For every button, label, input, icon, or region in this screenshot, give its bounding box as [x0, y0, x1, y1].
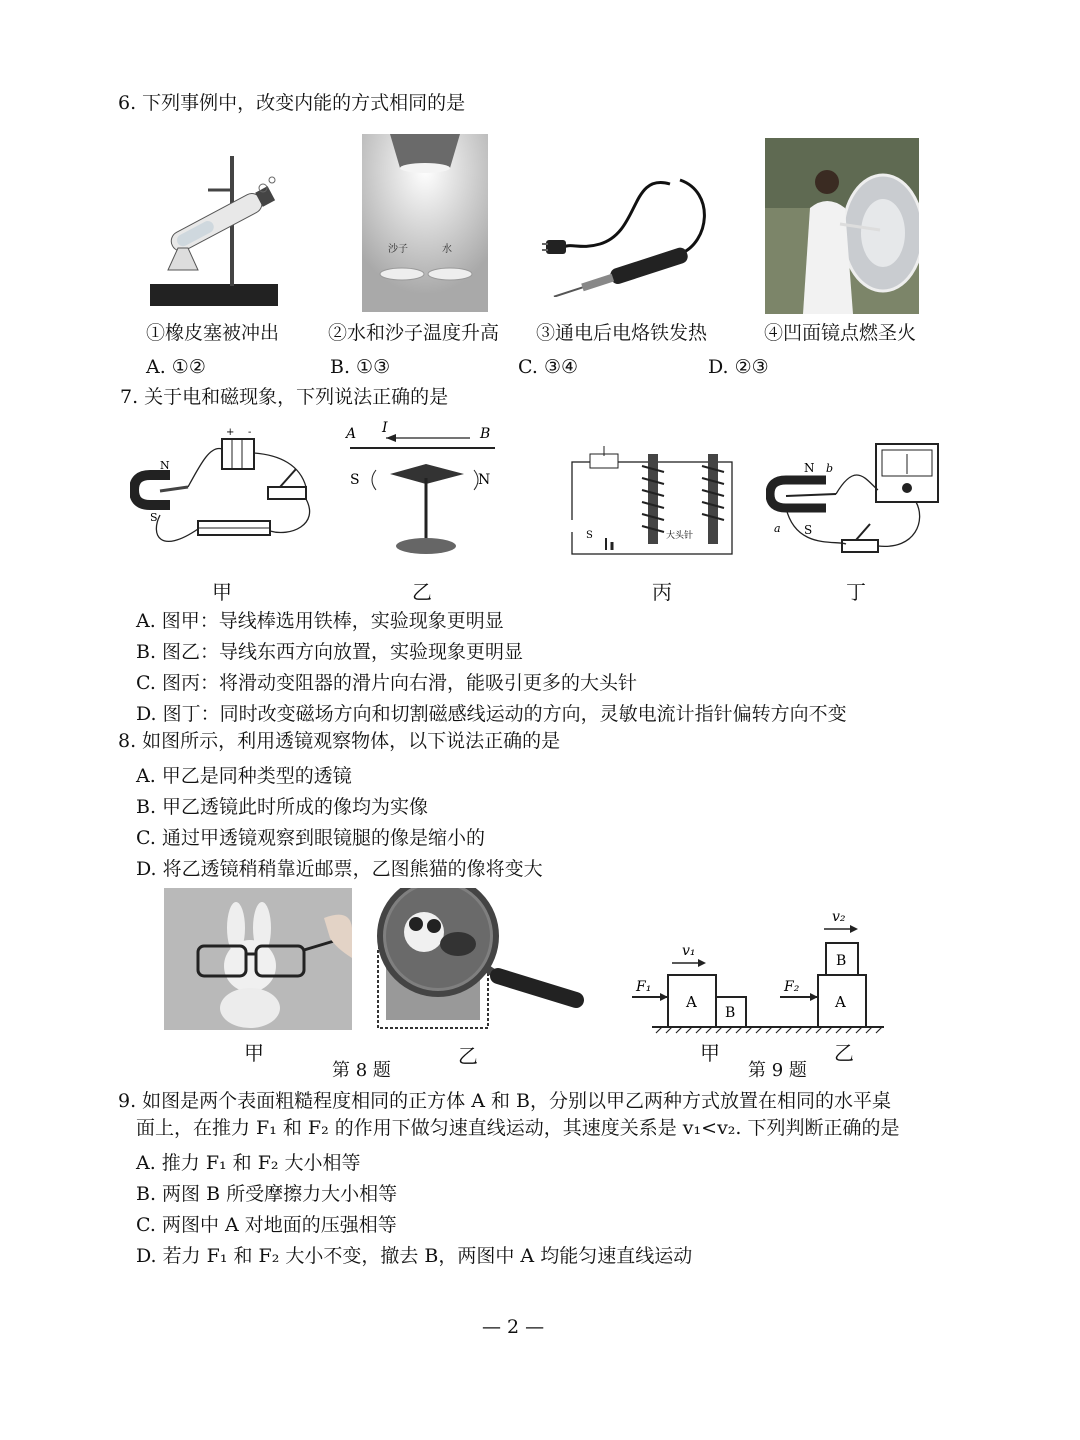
svg-text:A: A	[346, 426, 357, 442]
q6-caption-4: ④凹面镜点燃圣火	[764, 322, 917, 344]
q7-option-d: D. 图丁：同时改变磁场方向和切割磁感线运动的方向，灵敏电流计指针偏转方向不变	[136, 703, 847, 725]
q7-label-jia: 甲	[212, 580, 232, 604]
q7-label-yi: 乙	[412, 580, 432, 604]
q8-label-jia: 甲	[244, 1041, 264, 1065]
svg-text:a: a	[774, 522, 781, 535]
q9-stem-line-1: 9. 如图是两个表面粗糙程度相同的正方体 A 和 B，分别以甲乙两种方式放置在相同的水平桌	[118, 1090, 891, 1112]
svg-text:v₂: v₂	[832, 909, 846, 925]
q9-option-d: D. 若力 F₁ 和 F₂ 大小不变，撤去 B，两图中 A 均能匀速直线运动	[136, 1245, 693, 1267]
svg-text:I: I	[382, 420, 388, 436]
svg-text:B: B	[836, 953, 847, 969]
q7-figure-bing	[568, 440, 738, 560]
q8-option-a: A. 甲乙是同种类型的透镜	[136, 765, 352, 787]
soldering-iron-figure	[540, 172, 730, 297]
q8-stem: 8. 如图所示，利用透镜观察物体，以下说法正确的是	[118, 730, 561, 752]
q6-caption-1: ①橡皮塞被冲出	[146, 322, 280, 344]
glasses-bunny-photo	[164, 888, 352, 1030]
page-number: — 2 —	[482, 1316, 545, 1338]
q6-stem: 6. 下列事例中，改变内能的方式相同的是	[118, 92, 466, 114]
q6-option-b: B. ①③	[330, 356, 391, 378]
q8-label-yi: 乙	[458, 1044, 478, 1068]
svg-text:v₁: v₁	[682, 943, 696, 959]
q9-option-a: A. 推力 F₁ 和 F₂ 大小相等	[136, 1152, 361, 1174]
svg-text:F₂: F₂	[784, 979, 800, 995]
q9-label-jia: 甲	[700, 1041, 720, 1065]
lamp-water-sand-photo	[362, 134, 488, 312]
q7-option-a: A. 图甲：导线棒选用铁棒，实验现象更明显	[136, 610, 504, 632]
svg-text:N: N	[478, 472, 491, 488]
q9-label-yi: 乙	[834, 1041, 854, 1065]
svg-text:A: A	[835, 993, 846, 1011]
svg-text:B: B	[480, 426, 491, 442]
q9-figure-title: 第 9 题	[748, 1060, 807, 1081]
svg-text:S: S	[350, 472, 360, 488]
q8-option-b: B. 甲乙透镜此时所成的像均为实像	[136, 796, 429, 818]
q7-label-ding: 丁	[846, 580, 866, 604]
q9-option-b: B. 两图 B 所受摩擦力大小相等	[136, 1183, 398, 1205]
q8-option-c: C. 通过甲透镜观察到眼镜腿的像是缩小的	[136, 827, 485, 849]
q7-stem: 7. 关于电和磁现象，下列说法正确的是	[120, 386, 449, 408]
q7-figure-ding	[766, 440, 946, 570]
q7-option-c: C. 图丙：将滑动变阻器的滑片向右滑，能吸引更多的大头针	[136, 672, 637, 694]
water-label: 水	[442, 244, 452, 255]
q7-label-bing: 丙	[652, 580, 672, 604]
svg-text:+: +	[226, 427, 235, 438]
sand-label: 沙子	[388, 244, 408, 255]
q6-caption-2: ②水和沙子温度升高	[328, 322, 500, 344]
q9-blocks-figure	[628, 905, 888, 1035]
q9-option-c: C. 两图中 A 对地面的压强相等	[136, 1214, 397, 1236]
q6-option-c: C. ③④	[518, 356, 579, 378]
q6-caption-3: ③通电后电烙铁发热	[536, 322, 708, 344]
svg-text:S: S	[150, 511, 158, 524]
svg-text:S: S	[804, 523, 813, 537]
svg-text:N: N	[160, 459, 170, 472]
q8-option-d: D. 将乙透镜稍稍靠近邮票，乙图熊猫的像将变大	[136, 858, 543, 880]
concave-mirror-photo	[765, 138, 919, 314]
q9-stem-line-2: 面上，在推力 F₁ 和 F₂ 的作用下做匀速直线运动，其速度关系是 v₁<v₂. 下列判断正确的是	[136, 1117, 900, 1139]
q7-figure-jia	[130, 425, 330, 570]
svg-text:-: -	[248, 427, 252, 438]
svg-text:大头针: 大头针	[666, 531, 694, 541]
svg-text:b: b	[826, 462, 834, 475]
q6-option-a: A. ①②	[146, 356, 206, 378]
magnifier-stamp-figure	[358, 888, 588, 1038]
q7-option-b: B. 图乙：导线东西方向放置，实验现象更明显	[136, 641, 524, 663]
svg-text:S: S	[586, 530, 593, 541]
test-tube-apparatus-figure	[148, 150, 283, 310]
q8-figure-title: 第 8 题	[332, 1060, 391, 1081]
q7-figure-yi	[340, 418, 510, 568]
q6-option-d: D. ②③	[708, 356, 769, 378]
svg-text:F₁: F₁	[636, 979, 652, 995]
svg-text:A: A	[686, 993, 697, 1011]
svg-text:B: B	[725, 1005, 736, 1021]
svg-text:N: N	[804, 461, 815, 475]
